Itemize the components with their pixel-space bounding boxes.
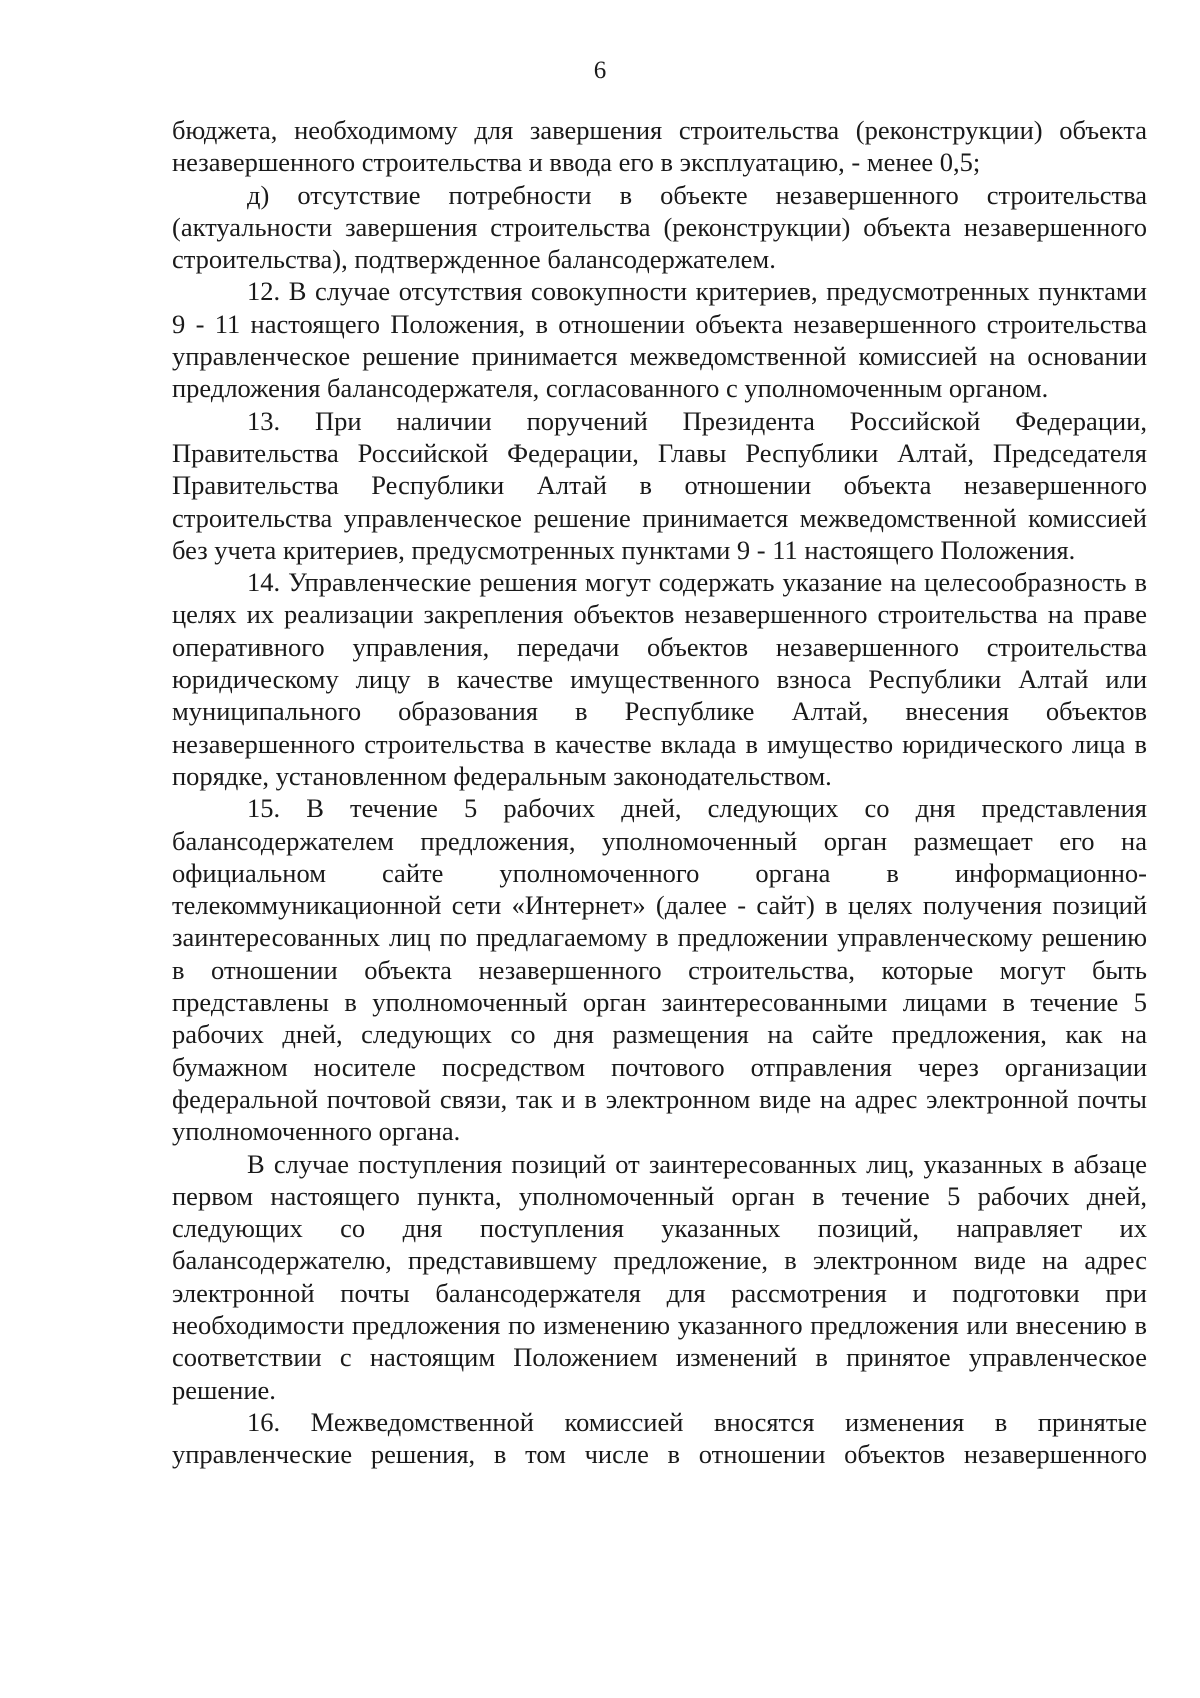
page-number: 6: [593, 57, 607, 84]
paragraph-13: 13. При наличии поручений Президента Российской Федерации, Правительства Российской Федерации, Главы Республики Алтай, Председателя Правительства Республики Алтай в отношении объекта незавершенного строительства управленческое решение принимается межведомственной комиссией без учета критериев, предусмотренных пунктами 9 - 11 настоящего Положения.: [172, 405, 1147, 565]
paragraph-14: 14. Управленческие решения могут содержать указание на целесообразность в целях их реализации закрепления объектов незавершенного строительства на праве оперативного управления, передачи объектов незавершенного строительства юридическому лицу в качестве имущественного взноса Республики Алтай или муниципального образования в Республике Алтай, внесения объектов незавершенного строительства в качестве вклада в имущество юридического лица в порядке, установленном федеральным законодательством.: [172, 567, 1147, 791]
paragraph-15-second: В случае поступления позиций от заинтересованных лиц, указанных в абзаце первом настоящего пункта, уполномоченный орган в течение 5 рабочих дней, следующих со дня поступления указанных позиций, направляет их балансодержателю, представившему предложение, в электронном виде на адрес электронной почты балансодержателя для рассмотрения и подготовки при необходимости предложения по изменению указанного предложения или внесению в соответствии с настоящим Положением изменений в принятое управленческое решение.: [172, 1148, 1147, 1405]
paragraph-continuation: бюджета, необходимому для завершения строительства (реконструкции) объекта незавершенного строительства и ввода его в эксплуатацию, - менее 0,5;: [172, 115, 1147, 178]
paragraph-12: 12. В случае отсутствия совокупности критериев, предусмотренных пунктами 9 - 11 настоящего Положения, в отношении объекта незавершенного строительства управленческое решение принимается межведомственной комиссией на основании предложения балансодержателя, согласованного с уполномоченным органом.: [172, 276, 1147, 404]
document-body: [172, 114, 1147, 1470]
paragraph-15: 15. В течение 5 рабочих дней, следующих со дня представления балансодержателем предложения, уполномоченный орган размещает его на официальном сайте уполномоченного органа в информационно-телекоммуникационной сети «Интернет» (далее - сайт) в целях получения позиций заинтересованных лиц по предлагаемому в предложении управленческому решению в отношении объекта незавершенного строительства, которые могут быть представлены в уполномоченный орган заинтересованными лицами в течение 5 рабочих дней, следующих со дня размещения на сайте предложения, как на бумажном носителе посредством почтового отправления через организации федеральной почтовой связи, так и в электронном виде на адрес электронной почты уполномоченного органа.: [172, 793, 1147, 1147]
paragraph-item-d: д) отсутствие потребности в объекте незавершенного строительства (актуальности завершения строительства (реконструкции) объекта незавершенного строительства), подтвержденное балансодержателем.: [172, 179, 1147, 275]
paragraph-16: 16. Межведомственной комиссией вносятся изменения в принятые управленческие решения, в том числе в отношении объектов незавершенного: [172, 1406, 1147, 1470]
